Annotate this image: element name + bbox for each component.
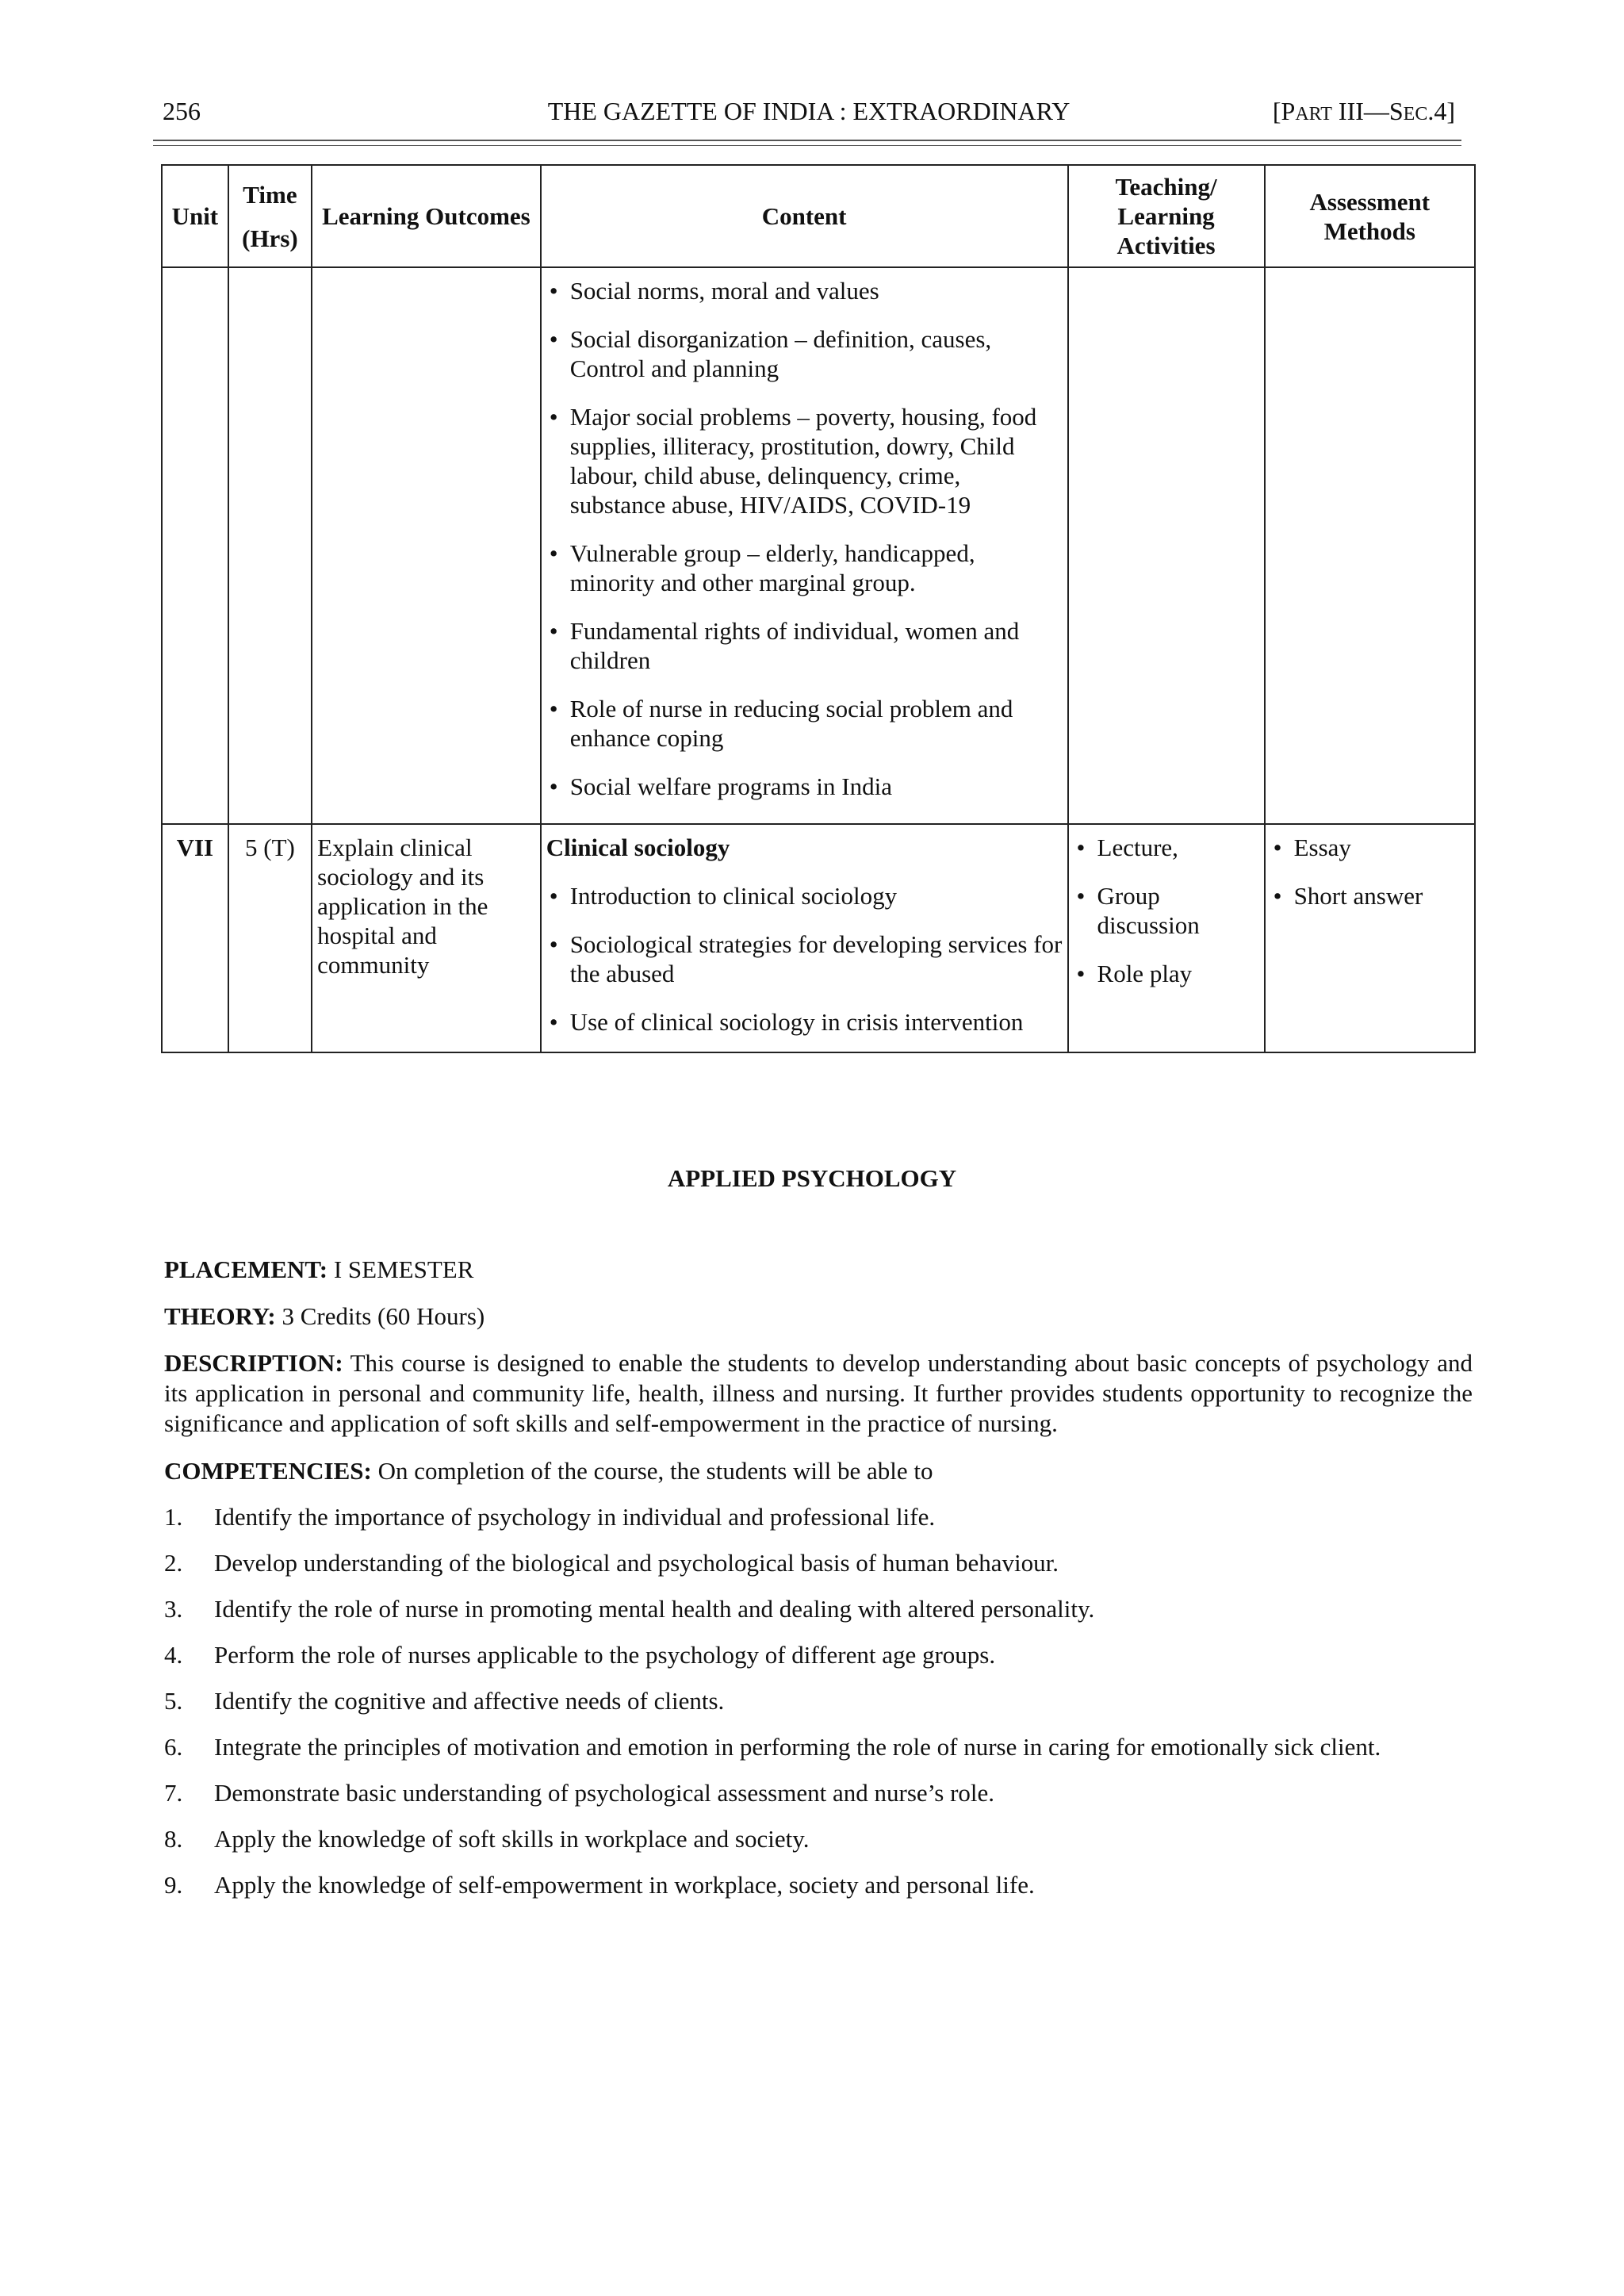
cell-assessment-methods bbox=[1265, 824, 1475, 1052]
cell-unit: VII bbox=[162, 824, 228, 1052]
list-item: • Lecture, bbox=[1074, 833, 1259, 862]
list-item: 1. Identify the importance of psychology in individual and professional life. bbox=[164, 1503, 936, 1531]
table-row bbox=[162, 267, 1475, 824]
col-header-learning-outcomes: Learning Outcomes bbox=[312, 165, 541, 267]
cell-learning-outcomes bbox=[312, 267, 541, 824]
page-number: 256 bbox=[163, 97, 201, 125]
list-item: • Role play bbox=[1074, 959, 1259, 988]
activities-list bbox=[1074, 833, 1259, 988]
cell-teaching-learning-activities bbox=[1068, 824, 1265, 1052]
list-item: • Sociological strategies for developing services for the abused bbox=[546, 930, 1063, 988]
list-item: • Use of clinical sociology in crisis intervention bbox=[546, 1007, 1063, 1037]
cell-teaching-learning-activities bbox=[1068, 267, 1265, 824]
col-header-content: Content bbox=[541, 165, 1068, 267]
list-item: 5. Identify the cognitive and affective needs of clients. bbox=[164, 1687, 725, 1715]
list-item: 3. Identify the role of nurse in promoting mental health and dealing with altered personality. bbox=[164, 1595, 1095, 1623]
cell-time bbox=[228, 267, 312, 824]
list-item: 7. Demonstrate basic understanding of psychological assessment and nurse’s role. bbox=[164, 1779, 995, 1807]
syllabus-table bbox=[161, 164, 1476, 1053]
list-item: 9. Apply the knowledge of self-empowerment in workplace, society and personal life. bbox=[164, 1871, 1035, 1899]
list-item: 2. Develop understanding of the biological and psychological basis of human behaviour. bbox=[164, 1549, 1059, 1577]
description-paragraph: DESCRIPTION: This course is designed to enable the students to develop understanding about basic concepts of psychology and its application in personal and community life, health, illness and nursing. It further provides students opportunity to recognize the significance and application of soft skills and self-empowerment in the practice of nursing. bbox=[164, 1349, 1473, 1437]
col-header-teaching-learning-activities: Teaching/ Learning Activities bbox=[1068, 165, 1265, 267]
theory-line: THEORY: 3 Credits (60 Hours) bbox=[164, 1302, 485, 1330]
assessment-list bbox=[1270, 833, 1469, 910]
competencies-list bbox=[164, 1502, 1473, 1916]
content-list bbox=[546, 276, 1063, 801]
col-header-time: Time (Hrs) bbox=[228, 165, 312, 267]
list-item: • Vulnerable group – elderly, handicapped, minority and other marginal group. bbox=[546, 539, 1063, 597]
list-item: • Essay bbox=[1270, 833, 1469, 862]
list-item: • Social welfare programs in India bbox=[546, 772, 1063, 801]
cell-unit bbox=[162, 267, 228, 824]
section-title: APPLIED PSYCHOLOGY bbox=[667, 1164, 957, 1192]
cell-time: 5 (T) bbox=[228, 824, 312, 1052]
placement-line: PLACEMENT: I SEMESTER bbox=[164, 1255, 474, 1283]
cell-learning-outcomes: Explain clinical sociology and its application in the hospital and community bbox=[312, 824, 541, 1052]
col-header-assessment-methods: Assessment Methods bbox=[1265, 165, 1475, 267]
table-row bbox=[162, 824, 1475, 1052]
list-item: • Introduction to clinical sociology bbox=[546, 881, 1063, 910]
list-item: • Social norms, moral and values bbox=[546, 276, 1063, 305]
content-heading: Clinical sociology bbox=[546, 834, 730, 861]
list-item: 4. Perform the role of nurses applicable to the psychology of different age groups. bbox=[164, 1641, 996, 1669]
list-item: • Social disorganization – definition, causes, Control and planning bbox=[546, 324, 1063, 383]
list-item: • Group discussion bbox=[1074, 881, 1259, 940]
cell-assessment-methods bbox=[1265, 267, 1475, 824]
competencies-intro: COMPETENCIES: On completion of the course, the students will be able to bbox=[164, 1457, 933, 1485]
header-rule-thin bbox=[153, 145, 1461, 146]
cell-content bbox=[541, 267, 1068, 824]
header-rule-thick bbox=[153, 140, 1461, 141]
gazette-title: THE GAZETTE OF INDIA : EXTRAORDINARY bbox=[547, 97, 1071, 125]
content-list bbox=[546, 881, 1063, 1037]
list-item: 8. Apply the knowledge of soft skills in workplace and society. bbox=[164, 1825, 810, 1853]
cell-content bbox=[541, 824, 1068, 1052]
list-item: • Major social problems – poverty, housing, food supplies, illiteracy, prostitution, dowry, Child labour, child abuse, delinquency, crime, substance abuse, HIV/AIDS, COVID-19 bbox=[546, 402, 1063, 519]
table-header-row bbox=[162, 165, 1475, 267]
col-header-unit: Unit bbox=[162, 165, 228, 267]
list-item: • Role of nurse in reducing social problem and enhance coping bbox=[546, 694, 1063, 753]
part-section-label: [PART III—SEC.4] bbox=[1272, 97, 1455, 125]
list-item: • Fundamental rights of individual, women and children bbox=[546, 616, 1063, 675]
list-item: 6. Integrate the principles of motivation and emotion in performing the role of nurse in caring for emotionally sick client. bbox=[164, 1733, 1381, 1761]
running-header bbox=[163, 97, 1455, 133]
list-item: • Short answer bbox=[1270, 881, 1469, 910]
